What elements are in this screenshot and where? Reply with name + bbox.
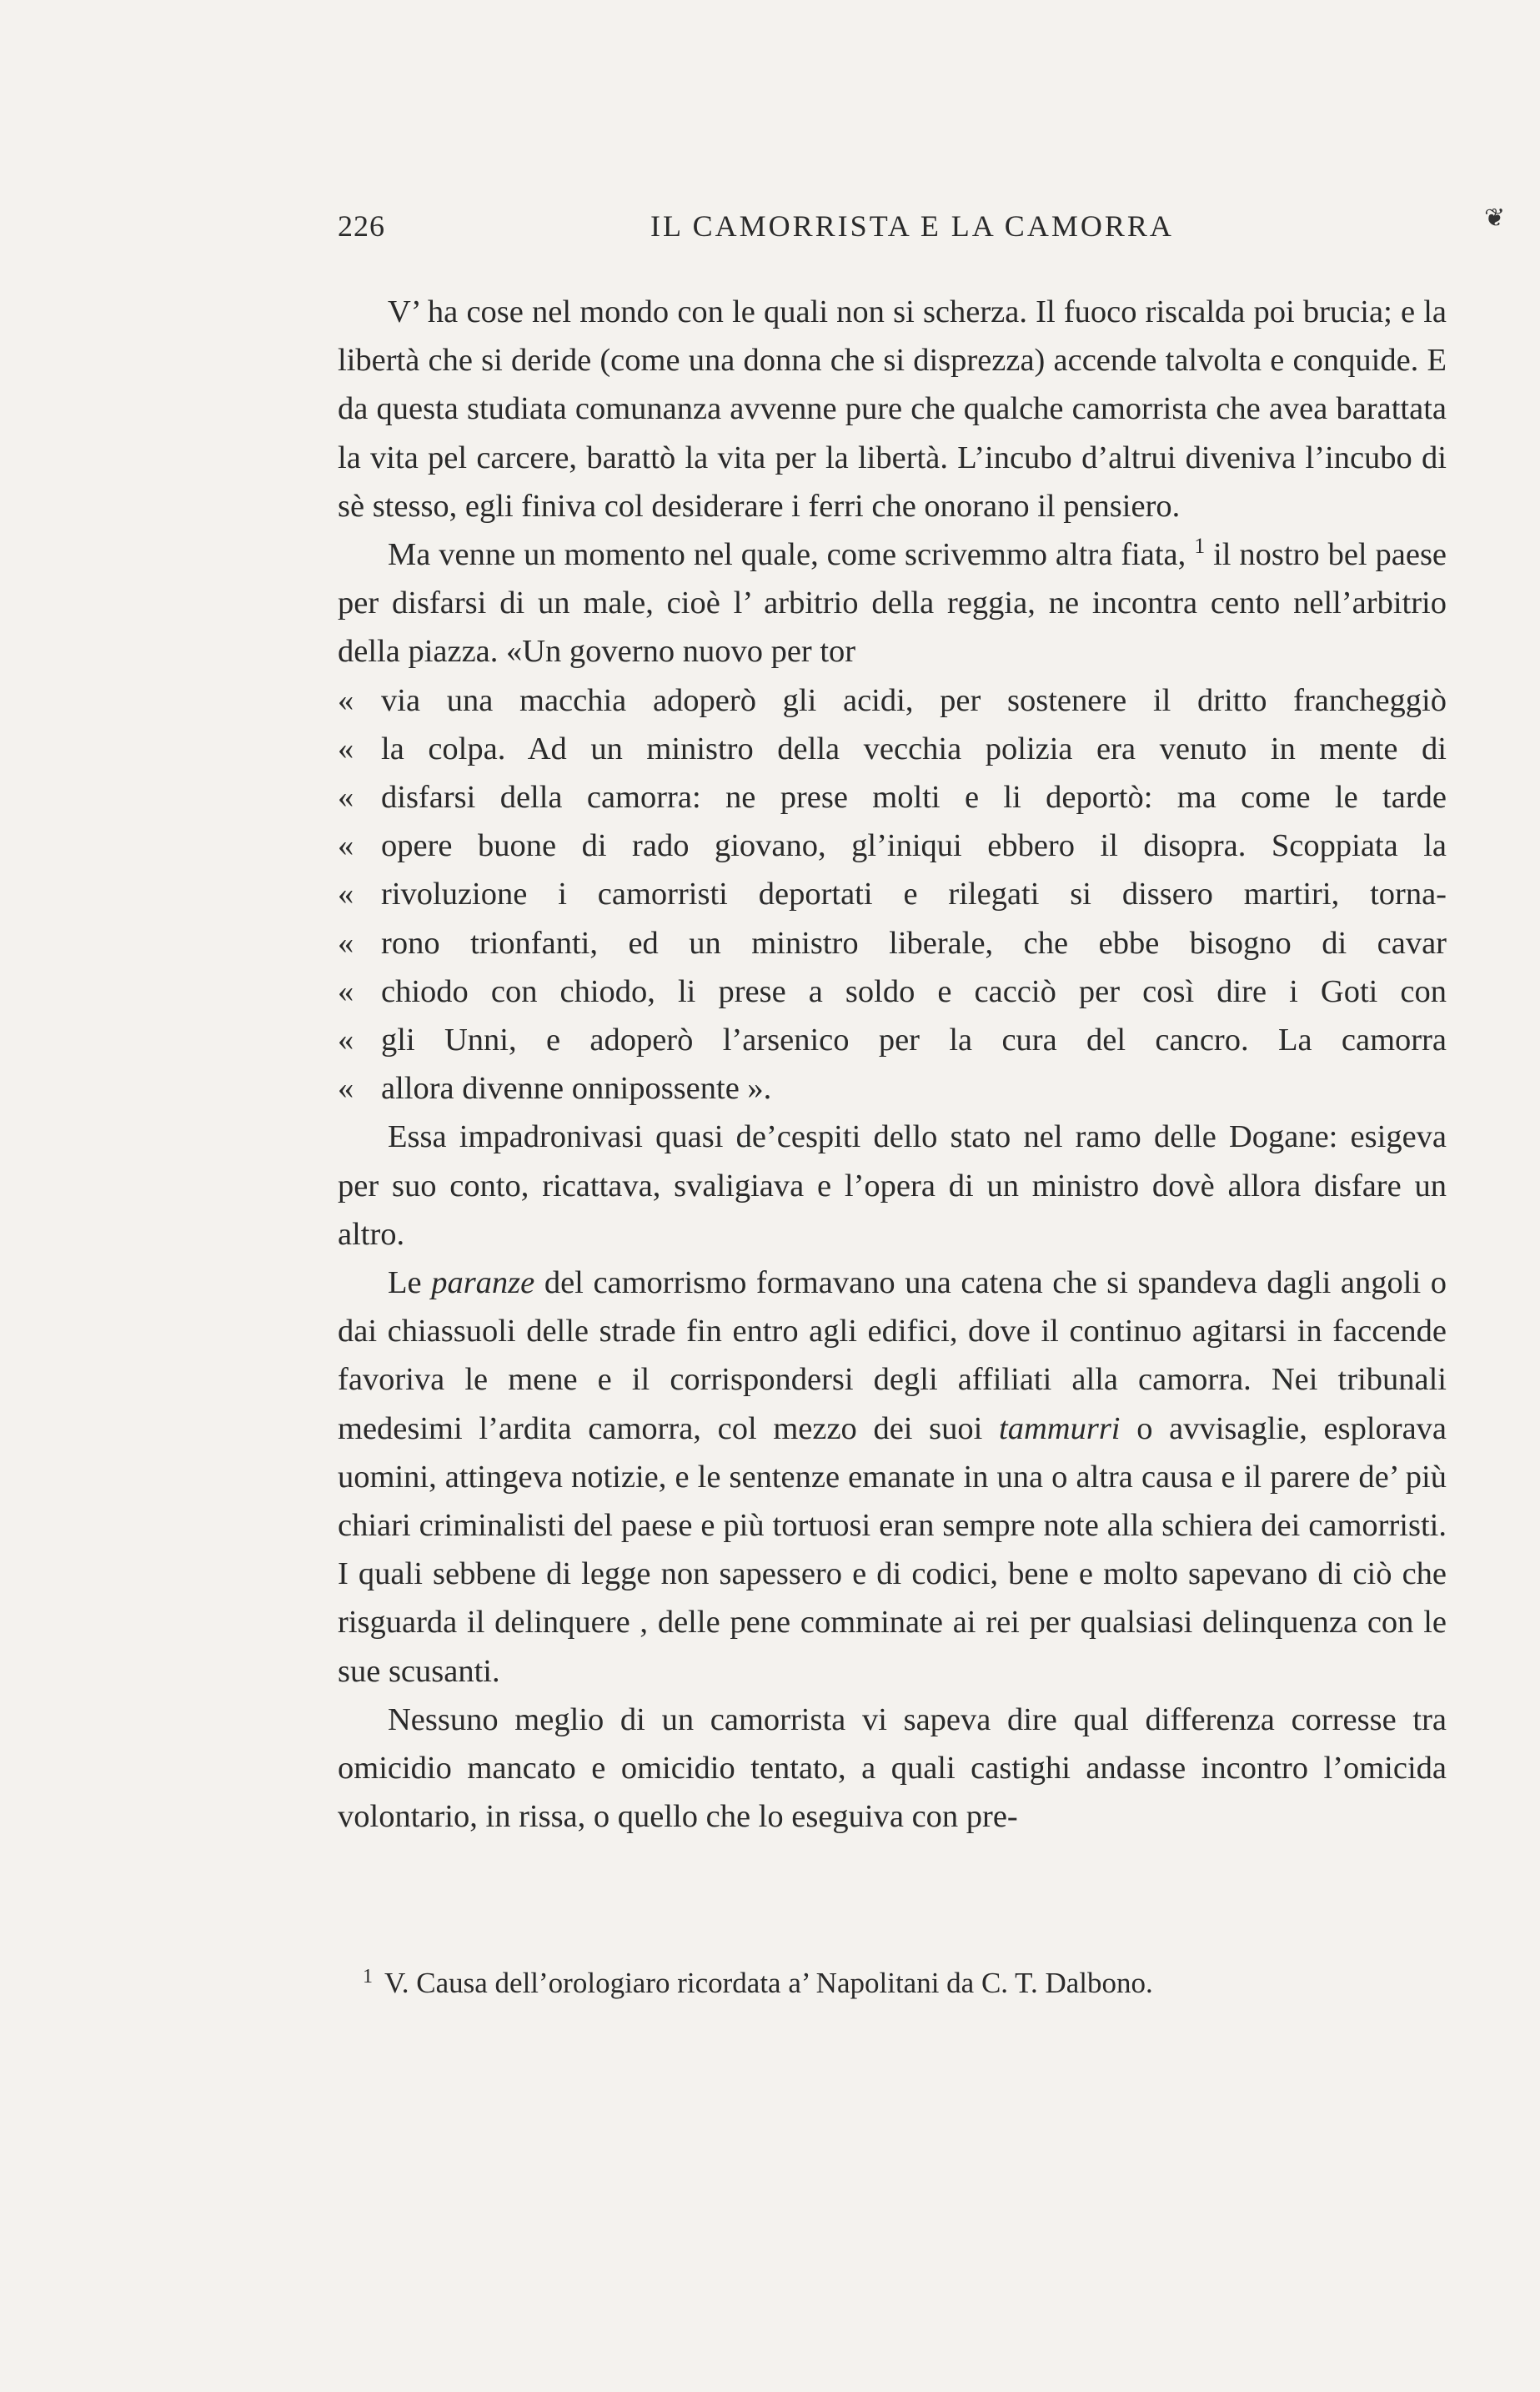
quote-line-text: rivoluzione i camorristi deportati e rilegati si dissero martiri, torna- (381, 877, 1447, 912)
italic-term-paranze: paranze (431, 1265, 535, 1301)
body-text (338, 288, 1447, 1842)
quote-line-text: gli Unni, e adoperò l’arsenico per la cura del cancro. La camorra (381, 1023, 1447, 1058)
quote-mark: « (338, 780, 354, 816)
quote-line-text: chiodo con chiodo, li prese a soldo e cacciò per così dire i Goti con (381, 973, 1447, 1009)
italic-term-tammurri: tammurri (999, 1410, 1121, 1446)
page-header (338, 204, 1506, 250)
quote-line (338, 967, 1447, 1016)
quote-line-text: allora divenne onnipossente ». (381, 1071, 772, 1107)
quote-mark: « (338, 731, 354, 766)
page-number: 226 (338, 209, 385, 243)
quote-line-text: opere buone di rado giovano, gl’iniqui ebbero il disopra. Scoppiata la (381, 828, 1447, 864)
quote-mark: « (338, 925, 354, 961)
quote-mark: « (338, 1023, 354, 1058)
quote-line (338, 822, 1447, 870)
block-quote (338, 676, 1447, 1113)
footnote (363, 1965, 1447, 2002)
paragraph-4-end: o avvisaglie, esplorava uomini, attingeva notizie, e le sentenze emanate in una o altra causa e il parere de’ più chiari criminalisti del paese e più tortuosi eran sempre note alla schiera dei camorristi. I quali sebbene di legge non sapessero e di codici, bene e molto sapevano di ciò che risguarda il delinquere , delle pene comminate ai rei per qualsiasi delinquenza con le sue scusanti. (338, 1410, 1447, 1689)
quote-line-text: disfarsi della camorra: ne prese molti e li deportò: ma come le tarde (381, 780, 1447, 816)
paragraph-4-mid: del camorrismo formavano una catena che si spandeva dagli angoli o dai chiassuoli delle strade fin entro agli edifici, dove il continuo agitarsi in faccende favoriva le mene e il corrispondersi degli affiliati alla camorra. Nei tribunali medesimi l’ardita camorra, col mezzo dei suoi (338, 1265, 1447, 1446)
quote-line (338, 1016, 1447, 1064)
ornament-icon: ❦ (1484, 204, 1506, 232)
quote-mark: « (338, 682, 354, 718)
quote-line (338, 870, 1447, 918)
quote-mark: « (338, 877, 354, 912)
quote-mark: « (338, 973, 354, 1009)
quote-mark: « (338, 828, 354, 864)
quote-line-text: via una macchia adoperò gli acidi, per sostenere il dritto francheggiò (381, 682, 1447, 718)
paragraph-3: Essa impadronivasi quasi de’cespiti dello stato nel ramo delle Dogane: esigeva per suo conto, ricattava, svaligiava e l’opera di un ministro dovè allora disfare un altro. (338, 1119, 1447, 1252)
paragraph-4-lead: Le (388, 1265, 422, 1301)
quote-line-text: la colpa. Ad un ministro della vecchia polizia era venuto in mente di (381, 731, 1447, 766)
quote-line (338, 919, 1447, 967)
footnote-text: V. Causa dell’orologiaro ricordata a’ Napolitani da C. T. Dalbono. (384, 1967, 1153, 1999)
paragraph-4 (338, 1259, 1447, 1696)
paragraph-2 (338, 530, 1447, 676)
quote-line-text: rono trionfanti, ed un ministro liberale, che ebbe bisogno di cavar (381, 925, 1447, 961)
footnote-reference: 1 (1194, 534, 1206, 559)
paragraph-2-body: il nostro bel paese per disfarsi di un male, cioè l’ arbitrio della reggia, ne incontra cento nell’arbitrio della piazza. «Un governo nuovo per tor (338, 537, 1447, 670)
quote-line (338, 676, 1447, 725)
quote-line (338, 725, 1447, 773)
quote-mark: « (338, 1071, 354, 1107)
quote-line (338, 1064, 1447, 1113)
quote-line (338, 773, 1447, 822)
footnote-marker: 1 (363, 1966, 373, 1987)
running-title: IL CAMORRISTA E LA CAMORRA (650, 209, 1174, 243)
paragraph-2-intro: Ma venne un momento nel quale, come scrivemmo altra fiata, (388, 537, 1186, 573)
paragraph-5: Nessuno meglio di un camorrista vi sapeva dire qual differenza corresse tra omicidio mancato e omicidio tentato, a quali castighi andasse incontro l’omicida volontario, in rissa, o quello che lo eseguiva con pre- (338, 1701, 1447, 1835)
paragraph-1: V’ ha cose nel mondo con le quali non si scherza. Il fuoco riscalda poi brucia; e la libertà che si deride (come una donna che si disprezza) accende talvolta e conquide. E da questa studiata comunanza avvenne pure che qualche camorrista che avea barattata la vita pel carcere, barattò la vita per la libertà. L’incubo d’altrui diveniva l’incubo di sè stesso, egli finiva col desiderare i ferri che onorano il pensiero. (338, 294, 1447, 524)
